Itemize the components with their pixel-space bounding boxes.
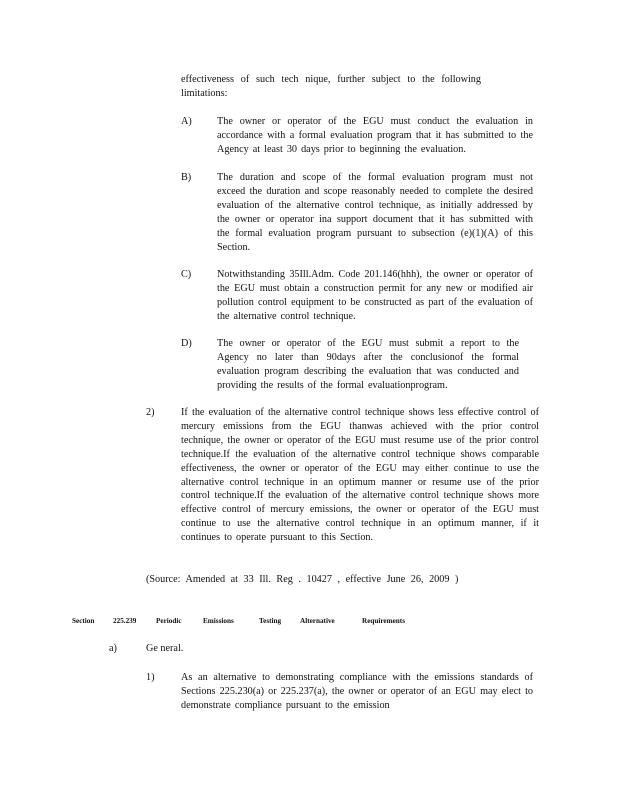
limitation-a-text: The owner or operator of the EGU must conduct the evaluation in accordance with a formal evaluation program that it has submitted to the Agency at least 30 days prior to beginning the evaluation. [217,116,533,155]
limitation-d-text: The owner or operator of the EGU must submit a report to the Agency no later than 90days after the conclusionof the formal evaluation program describing the evaluation that was conducted and providing the results of the formal evaluationprogram. [217,338,519,391]
section-title-word: Testing [259,617,282,625]
item-1-text: As an alternative to demonstrating compliance with the emissions standards of Sections 225.230(a) or 225.237(a), the owner or operator of an EGU may elect to demonstrate compliance pursuant to the emission [181,672,533,711]
subsection-a-label: a) [109,643,117,654]
item-1-label: 1) [146,672,155,683]
item-2-label: 2) [146,407,155,418]
limitation-c-label: C) [181,269,192,280]
limitation-b-text: The duration and scope of the formal evaluation program must not exceed the duration and scope reasonably needed to complete the desired evaluation of the alternative control technique, as initially addressed by the owner or operator ina support document that it has submitted with the formal evaluation program pursuant to subsection (e)(1)(A) of this Section. [217,172,533,253]
section-title-word: Alternative [300,617,335,625]
section-title-word: Periodic [156,617,182,625]
limitation-b-label: B) [181,172,192,183]
section-number: 225.239 [113,617,137,625]
section-title-word: Requirements [362,617,405,625]
section-title-word: Emissions [203,617,234,625]
section-label: Section [72,617,95,625]
item-2-text: If the evaluation of the alternative control technique shows less effective control of mercury emissions from the EGU thanwas achieved with the prior control technique, the owner or operator of the EGU must resume use of the prior control technique.If the evaluation of the alternative control technique shows comparable effectiveness, the owner or operator of the EGU may either continue to use the alternative control technique in an optimum manner or resume use of the prior control technique.If the evaluation of the alternative control technique shows more effective control of mercury emissions, the owner or operator of the EGU must continue to use the alternative control technique in an optimum manner, if it continues to operate pursuant to this Section. [181,407,539,544]
intro-paragraph: effectiveness of such tech nique, further subject to the following limitations: [181,74,481,99]
limitation-c-text: Notwithstanding 35Ill.Adm. Code 201.146(hhh), the owner or operator of the EGU must obtain a construction permit for any new or modified air pollution control equipment to be constructed as part of the evaluation of the alternative control technique. [217,269,533,322]
subsection-a-title: Ge neral. [146,643,184,654]
source-note: (Source: Amended at 33 Ill. Reg . 10427 , effective June 26, 2009 ) [146,574,459,585]
limitation-d-label: D) [181,338,192,349]
limitation-a-label: A) [181,116,192,127]
